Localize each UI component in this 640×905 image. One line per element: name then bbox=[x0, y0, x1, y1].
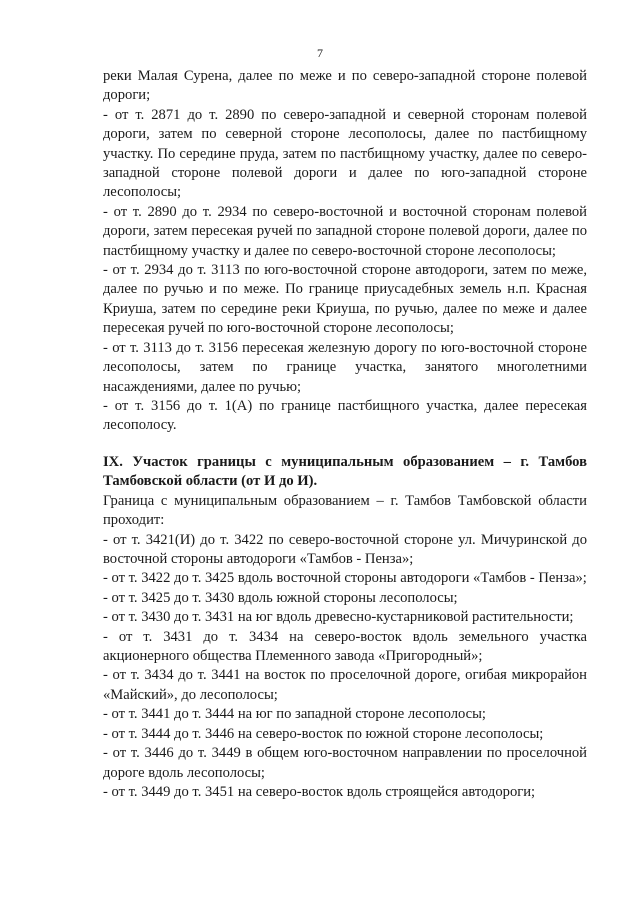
paragraph: - от т. 2934 до т. 3113 по юго-восточной стороне автодороги, затем по меже, далее по ручью и по меже. По границе приусадебных земель н.п. Красная Криуша, затем по середине реки Криуша, по ручью, далее по меже и далее пересекая ручей по юго-восточной стороне лесополосы; bbox=[103, 262, 587, 337]
list-item: - от т. 3441 до т. 3444 на юг по западной стороне лесополосы; bbox=[103, 706, 486, 723]
page-number: 7 bbox=[317, 46, 323, 60]
list-item: - от т. 3425 до т. 3430 вдоль южной стороны лесополосы; bbox=[103, 589, 458, 606]
boundary-description-continued bbox=[103, 67, 587, 436]
list-item: - от т. 3430 до т. 3431 на юг вдоль древесно-кустарниковой растительности; bbox=[103, 609, 574, 626]
list-item: - от т. 3446 до т. 3449 в общем юго-восточном направлении по проселочной дороге вдоль лесополосы; bbox=[103, 745, 587, 781]
list-item: - от т. 3444 до т. 3446 на северо-восток по южной стороне лесополосы; bbox=[103, 725, 544, 742]
paragraph: - от т. 3113 до т. 3156 пересекая железную дорогу по юго-восточной стороне лесополосы, затем по границе участка, занятого многолетними насаждениями, далее по ручью; bbox=[103, 339, 587, 395]
list-item: - от т. 3449 до т. 3451 на северо-восток вдоль строящейся автодороги; bbox=[103, 783, 536, 800]
paragraph: реки Малая Сурена, далее по меже и по северо-западной стороне полевой дороги; bbox=[103, 68, 587, 104]
paragraph: - от т. 3156 до т. 1(А) по границе пастбищного участка, далее пересекая лесополосу. bbox=[103, 397, 587, 434]
list-item: - от т. 3434 до т. 3441 на восток по проселочной дороге, огибая микрорайон «Майский», до лесополосы; bbox=[103, 667, 587, 703]
list-item: - от т. 3422 до т. 3425 вдоль восточной стороны автодороги «Тамбов - Пенза»; bbox=[103, 570, 587, 587]
list-item: - от т. 3421(И) до т. 3422 по северо-восточной стороне ул. Мичуринской до восточной стороны автодороги «Тамбов - Пенза»; bbox=[103, 531, 587, 568]
section-heading: IX. Участок границы с муниципальным образованием – г. Тамбов Тамбовской области (от И до И). bbox=[103, 454, 587, 490]
section-intro: Граница с муниципальным образованием – г. Тамбов Тамбовской области проходит: bbox=[103, 492, 587, 529]
section-ix bbox=[103, 453, 587, 802]
paragraph: - от т. 2890 до т. 2934 по северо-восточной и восточной сторонам полевой дороги, затем пересекая ручей по западной стороне полевой дороги, далее по пастбищному участку и далее по северо-восточной стороне лесополосы; bbox=[103, 203, 587, 259]
list-item: - от т. 3431 до т. 3434 на северо-восток вдоль земельного участка акционерного общества Племенного завода «Пригородный»; bbox=[103, 628, 587, 665]
paragraph: - от т. 2871 до т. 2890 по северо-западной и северной сторонам полевой дороги, затем по северной стороне лесополосы, далее по пастбищному участку. По середине пруда, затем по пастбищному участку, далее по северо-западной стороне полевой дороги и далее по юго-западной стороне лесополосы; bbox=[103, 106, 587, 201]
